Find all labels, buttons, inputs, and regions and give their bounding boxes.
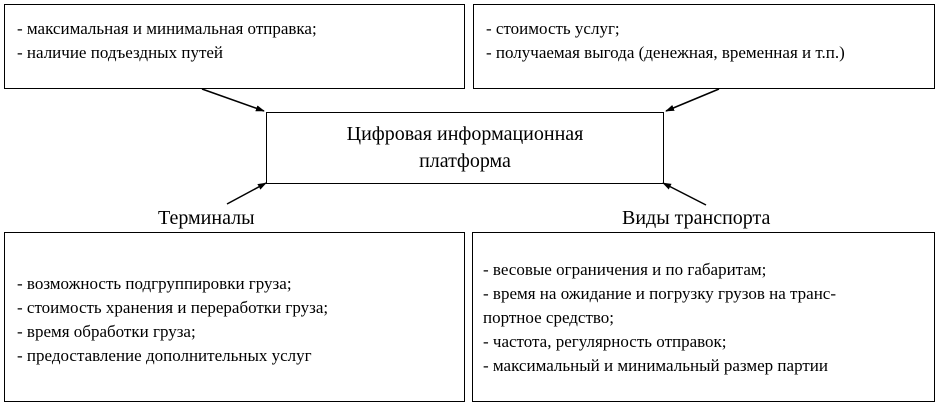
platform-title-line: платформа bbox=[419, 150, 511, 172]
platform-title-line: Цифровая информационная bbox=[346, 123, 584, 145]
list-item: портное средство; bbox=[483, 308, 615, 327]
list-item: - предоставление дополнительных услуг bbox=[17, 346, 312, 365]
list-item: - максимальный и минимальный размер партии bbox=[483, 356, 828, 375]
list-item: - стоимость хранения и переработки груза; bbox=[17, 298, 329, 317]
list-item: - весовые ограничения и по габаритам; bbox=[483, 260, 767, 279]
list-item: - наличие подъездных путей bbox=[17, 43, 224, 62]
list-item: - максимальная и минимальная отправка; bbox=[17, 19, 317, 38]
terminals-label: Терминалы bbox=[158, 207, 255, 229]
arrow-top-left bbox=[202, 89, 264, 111]
arrow-top-right bbox=[666, 89, 719, 111]
list-item: - частота, регулярность отправок; bbox=[483, 332, 727, 351]
list-item: - время обработки груза; bbox=[17, 322, 196, 341]
arrow-bottom-left bbox=[227, 183, 266, 204]
list-item: - стоимость услуг; bbox=[486, 19, 620, 38]
list-item: - время на ожидание и погрузку грузов на транс- bbox=[483, 284, 837, 303]
list-item: - возможность подгруппировки груза; bbox=[17, 274, 292, 293]
list-item: - получаемая выгода (денежная, временная и т.п.) bbox=[486, 43, 845, 62]
arrow-bottom-right bbox=[663, 183, 706, 205]
transport-label: Виды транспорта bbox=[622, 207, 771, 229]
